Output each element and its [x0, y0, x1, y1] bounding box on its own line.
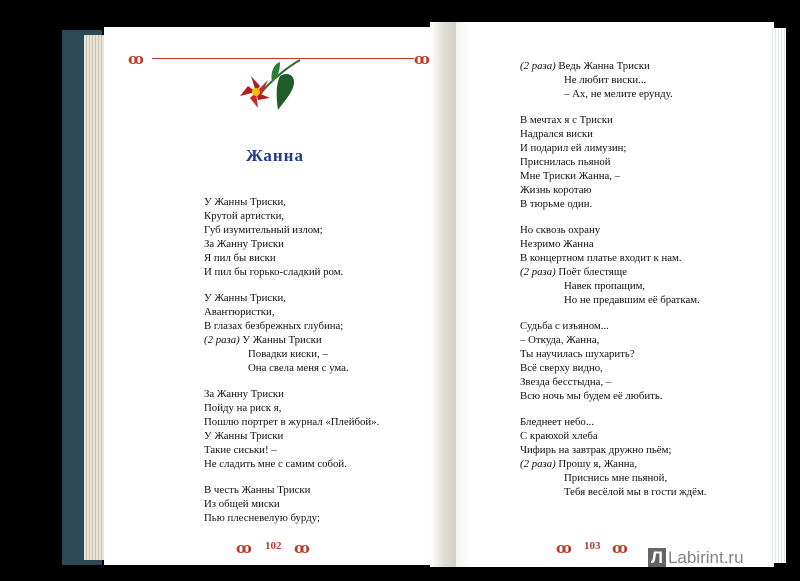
- poem-line-text: Бледнеет небо...: [520, 416, 594, 428]
- poem-line: [520, 444, 671, 457]
- poem-line-text: Чифирь на завтрак дружно пьём;: [520, 444, 672, 456]
- right-ornament-icon: ꝏ: [414, 52, 430, 68]
- poem-line: [248, 362, 349, 375]
- poem-line-text: Губ изумительный излом;: [204, 224, 323, 236]
- poem-line: [204, 444, 277, 457]
- poem-line: [564, 74, 646, 87]
- poem-line-text: У Жанны Триски,: [204, 292, 286, 304]
- left-page-edges: [84, 35, 106, 560]
- poem-line-text: Она свела меня с ума.: [248, 362, 349, 374]
- poem-line-text: Прошу я, Жанна,: [558, 458, 638, 470]
- poem-line: [520, 114, 613, 127]
- poem-line-text: Пойду на риск я,: [204, 402, 282, 414]
- poem-line-text: И подарил ей лимузин;: [520, 142, 627, 154]
- poem-line: [564, 294, 700, 307]
- poem-line: [204, 458, 347, 471]
- poem-line-text: Но сквозь охрану: [520, 224, 601, 236]
- poem-line-text: С краюхой хлеба: [520, 430, 598, 442]
- poem-line: [204, 252, 276, 265]
- poem-line-text: Пью плесневелую бурду;: [204, 512, 320, 524]
- poem-line-text: Не сладить мне с самим собой.: [204, 458, 347, 470]
- poem-line-text: Но не предавшим её браткам.: [564, 294, 700, 306]
- poem-line-text: У Жанны Триски,: [204, 196, 286, 208]
- poem-line: [564, 88, 673, 101]
- left-ornament-icon: ꝏ: [128, 52, 144, 68]
- poem-line: [204, 320, 343, 333]
- poem-line-text: Не любит виски...: [564, 74, 647, 86]
- poem-line: [520, 458, 637, 471]
- poem-line: [520, 156, 611, 169]
- poem-line: [204, 402, 281, 415]
- poem-line-text: За Жанну Триски: [204, 238, 284, 250]
- poem-line-text: В честь Жанны Триски: [204, 484, 311, 496]
- poem-line-text: Тебя весёлой мы в гости ждём.: [564, 486, 707, 498]
- poem-line-text: Приснись мне пьяной,: [564, 472, 668, 484]
- poem-line: [204, 210, 284, 223]
- poem-line: [520, 320, 609, 333]
- poem-line-text: Судьба с изъяном...: [520, 320, 609, 332]
- poem-line: [204, 306, 275, 319]
- poem-line: [564, 486, 706, 499]
- poem-title: Жанна: [246, 146, 304, 165]
- poem-line-text: Ты научилась шухарить?: [520, 348, 635, 360]
- poem-line-text: Всю ночь мы будем её любить.: [520, 390, 663, 402]
- right-footer-ornament-icon-2: ꝏ: [612, 541, 628, 557]
- page-number-left: 102: [265, 540, 282, 552]
- poem-line: [520, 252, 682, 265]
- poem-line: [204, 334, 322, 347]
- poem-line-text: Повадки киски, –: [248, 348, 328, 360]
- poem-line: [520, 348, 635, 361]
- poem-line: [520, 128, 593, 141]
- poem-line-text: В мечтах я с Триски: [520, 114, 613, 126]
- flower-icon: [232, 58, 304, 116]
- poem-line: [204, 292, 286, 305]
- poem-line-text: Звезда бесстыдна, –: [520, 376, 612, 388]
- poem-line-text: Всё сверху видно,: [520, 362, 603, 374]
- poem-line-text: В глазах безбрежных глубина;: [204, 320, 344, 332]
- poem-line-text: Я пил бы виски: [204, 252, 276, 264]
- poem-line-text: Приснилась пьяной: [520, 156, 611, 168]
- poem-line-text: Надрался виски: [520, 128, 593, 140]
- poem-line-text: – Откуда, Жанна,: [520, 334, 600, 346]
- poem-line: [204, 238, 284, 251]
- repeat-note: (2 раза): [520, 266, 559, 278]
- poem-line: [204, 498, 280, 511]
- poem-line: [204, 484, 310, 497]
- poem-line: [204, 416, 379, 429]
- right-footer-ornament-icon: ꝏ: [556, 541, 572, 557]
- poem-line-text: Крутой артистки,: [204, 210, 285, 222]
- poem-line-text: – Ах, не мелите ерунду.: [564, 88, 673, 100]
- poem-line: [520, 142, 626, 155]
- poem-line-text: Незримо Жанна: [520, 238, 594, 250]
- poem-line: [520, 198, 592, 211]
- poem-line: [520, 60, 650, 73]
- poem-line-text: В тюрьме один.: [520, 198, 593, 210]
- poem-line: [204, 196, 286, 209]
- poem-line-text: У Жанны Триски: [204, 430, 284, 442]
- poem-line-text: Авантюристки,: [204, 306, 275, 318]
- poem-line-text: Мне Триски Жанна, –: [520, 170, 621, 182]
- poem-line: [520, 430, 598, 443]
- watermark: Л Labirint.ru: [648, 548, 744, 568]
- book-gutter: [430, 22, 456, 567]
- poem-line-text: И пил бы горько-сладкий ром.: [204, 266, 344, 278]
- poem-line-text: У Жанны Триски: [242, 334, 322, 346]
- poem-line-text: Пошлю портрет в журнал «Плейбой».: [204, 416, 380, 428]
- poem-line-text: Такие сиськи! –: [204, 444, 277, 456]
- poem-line: [520, 224, 600, 237]
- poem-line: [520, 416, 594, 429]
- poem-line-text: Из общей миски: [204, 498, 280, 510]
- poem-line: [204, 512, 320, 525]
- poem-line: [520, 238, 594, 251]
- poem-line: [248, 348, 328, 361]
- poem-line: [204, 224, 323, 237]
- poem-line-text: Поёт блестяще: [558, 266, 627, 278]
- poem-line: [520, 266, 627, 279]
- poem-line-text: За Жанну Триски: [204, 388, 284, 400]
- poem-line: [204, 430, 283, 443]
- left-footer-ornament-icon-2: ꝏ: [294, 541, 310, 557]
- poem-line: [520, 184, 592, 197]
- poem-line: [520, 170, 620, 183]
- poem-line: [520, 334, 599, 347]
- poem-line: [564, 280, 645, 293]
- poem-line-text: Навек пропащим,: [564, 280, 646, 292]
- left-footer-ornament-icon: ꝏ: [236, 541, 252, 557]
- poem-line: [520, 390, 662, 403]
- poem-line: [204, 388, 284, 401]
- poem-line-text: Ведь Жанна Триски: [558, 60, 650, 72]
- page-number-right: 103: [584, 540, 601, 552]
- poem-line: [520, 376, 611, 389]
- poem-line: [520, 362, 603, 375]
- poem-line-text: В концертном платье входит к нам.: [520, 252, 682, 264]
- repeat-note: (2 раза): [520, 458, 559, 470]
- repeat-note: (2 раза): [204, 334, 243, 346]
- repeat-note: (2 раза): [520, 60, 559, 72]
- right-page-edges: [770, 28, 786, 563]
- poem-line-text: Жизнь коротаю: [520, 184, 592, 196]
- poem-line: [204, 266, 343, 279]
- poem-line: [564, 472, 667, 485]
